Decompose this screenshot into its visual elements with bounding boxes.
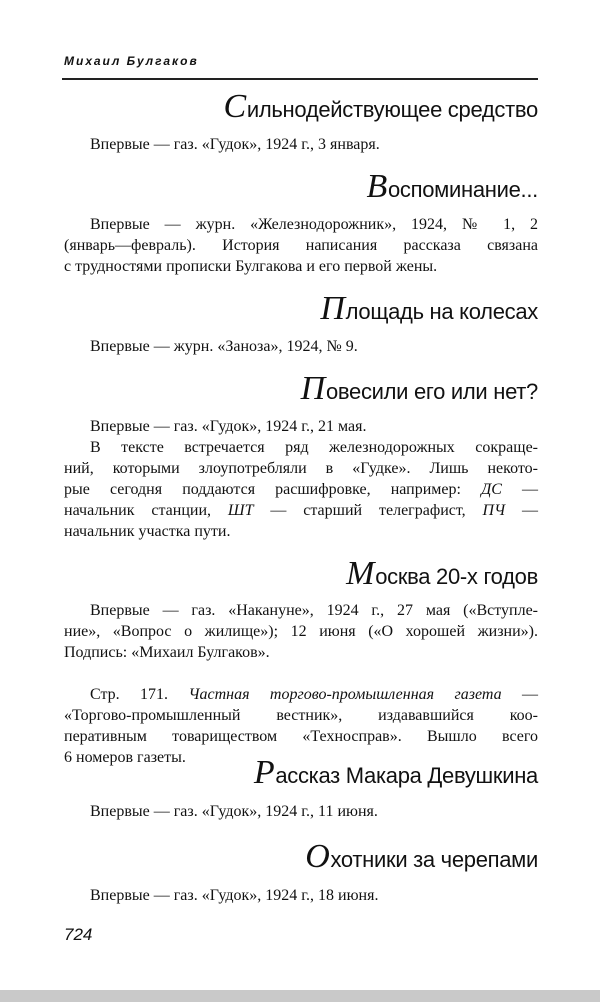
text-line: «Торгово-промышленный вестник», издававшийся коо- (64, 707, 538, 724)
text-line: перативным товариществом «Техносправ». Вышло всего (64, 728, 538, 745)
section-title (305, 838, 538, 876)
text-line: Впервые — газ. «Гудок», 1924 г., 11 июня. (90, 803, 378, 820)
header-rule (62, 78, 538, 80)
text-line: Подпись: «Михаил Булгаков». (64, 644, 270, 661)
title-text: овесили его или нет? (325, 379, 538, 404)
text-line: ние», «Вопрос о жилище»); 12 июня («О хорошей жизни»). (64, 623, 538, 640)
text-line: Впервые — газ. «Гудок», 1924 г., 21 мая. (90, 418, 367, 435)
title-initial: С (223, 88, 246, 125)
section-title (301, 370, 538, 408)
paragraph (64, 214, 538, 277)
text-line: В тексте встречается ряд железнодорожных сокраще- (90, 439, 538, 456)
title-initial: М (346, 555, 375, 592)
title-text: ассказ Макара Девушкина (275, 763, 538, 788)
section-title (223, 88, 538, 126)
text-line: Впервые — газ. «Гудок», 1924 г., 3 января. (90, 136, 380, 153)
title-text: оспоминание... (388, 177, 538, 202)
text-line: ний, которыми злоупотребляли в «Гудке». Лишь некото- (64, 460, 538, 477)
title-text: лощадь на колесах (345, 299, 538, 324)
title-initial: П (320, 290, 345, 327)
title-text: осква 20-х годов (375, 564, 538, 589)
paragraph (64, 134, 538, 155)
text-line: Впервые — журн. «Заноза», 1924, № 9. (90, 338, 358, 355)
title-initial: В (366, 168, 387, 205)
text-line: Стр. 171. Частная торгово-промышленная газета — (90, 686, 539, 703)
bottom-edge (0, 990, 600, 1002)
title-initial: О (305, 838, 330, 875)
paragraph (64, 437, 538, 542)
text-line: (январь—февраль). История написания рассказа связана (64, 237, 538, 254)
title-text: хотники за черепами (330, 847, 538, 872)
section-title (367, 168, 538, 206)
title-text: ильнодействующее средство (246, 97, 538, 122)
title-initial: П (300, 370, 325, 407)
text-line: Впервые — журн. «Железнодорожник», 1924, № 1, 2 (90, 216, 538, 233)
running-header: Михаил Булгаков (64, 54, 199, 68)
section-title (346, 555, 538, 593)
text-line: начальник участка пути. (64, 523, 231, 540)
paragraph (64, 336, 538, 357)
text-line: 6 номеров газеты. (64, 749, 186, 766)
paragraph (64, 600, 538, 663)
paragraph (64, 801, 538, 822)
text-line: Впервые — газ. «Гудок», 1924 г., 18 июня. (90, 887, 379, 904)
section-title (254, 754, 538, 792)
text-line: начальник станции, ШТ — старший телеграфист, ПЧ — (64, 502, 539, 519)
text-line: с трудностями прописки Булгакова и его первой жены. (64, 258, 438, 275)
paragraph (64, 416, 538, 437)
text-line: Впервые — газ. «Накануне», 1924 г., 27 мая («Вступле- (90, 602, 538, 619)
text-line: рые сегодня поддаются расшифровке, например: ДС — (64, 481, 539, 498)
title-initial: Р (253, 754, 275, 791)
page-number: 724 (64, 925, 93, 944)
paragraph (64, 885, 538, 906)
section-title (320, 290, 538, 328)
